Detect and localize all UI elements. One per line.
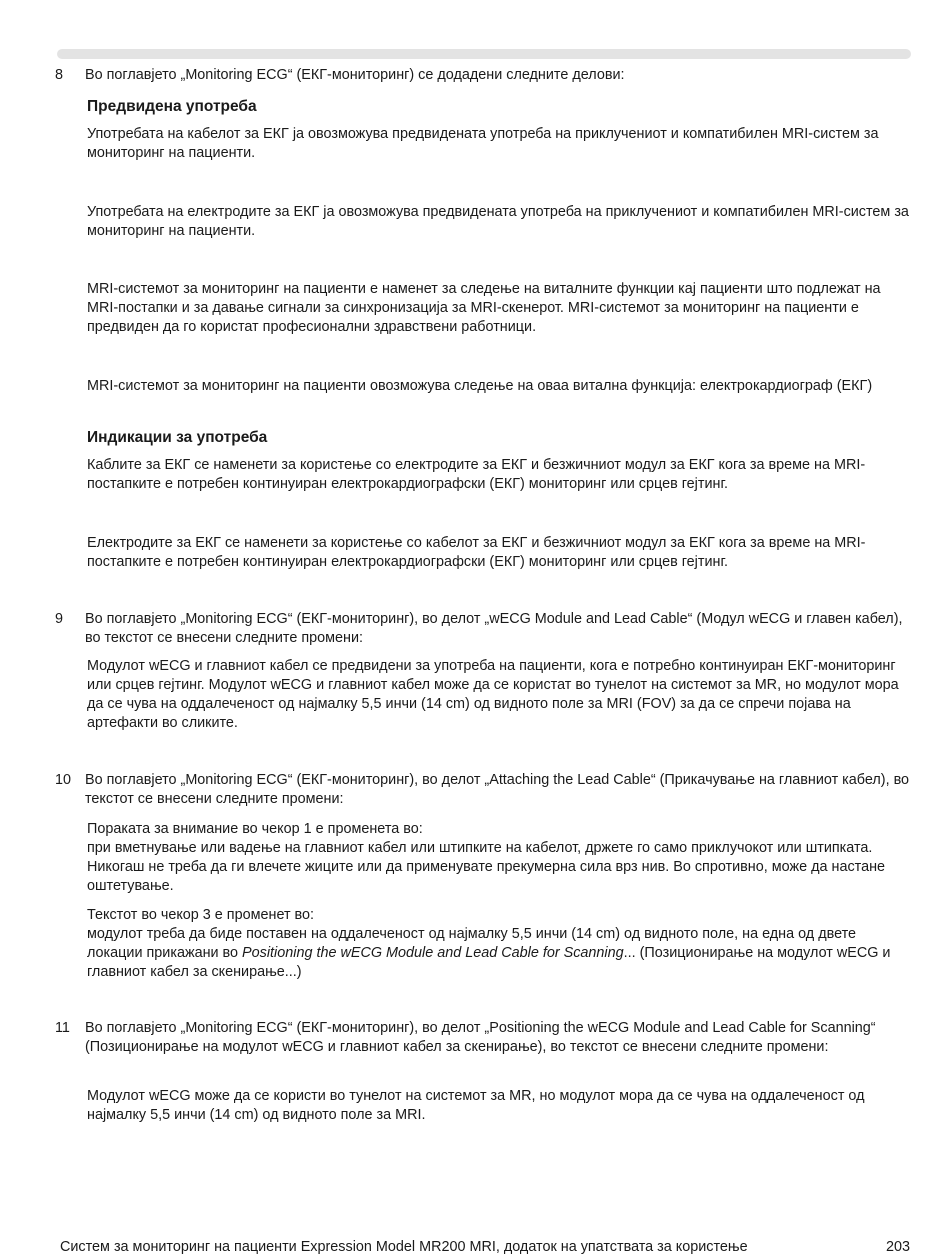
item-intro: Во поглавјето „Monitoring ECG“ (ЕКГ-мониторинг), во делот „Attaching the Lead Cable“ (Прикачување на главниот кабел), во текстот се внесени следните промени: [85, 772, 910, 807]
change-body: при вметнување или вадење на главниот кабел или штипките на кабелот, држете го само приклучокот или штипката. Никогаш не треба да ги влечете жиците или да применувате прекумерна сила врз нив. Во спротивно, може да настане оштетување. [87, 840, 886, 894]
reference-title: Positioning the wECG Module and Lead Cable for Scanning [242, 945, 624, 961]
heading-indications: Индикации за употреба [87, 429, 268, 446]
change-label: Текстот во чекор 3 е променет во: [87, 907, 315, 923]
change-body [87, 925, 911, 982]
change-body-text: модулот треба да биде поставен на оддалеченост од најмалку 5,5 инчи (14 cm) од видното поле, на една од двете локации прикажани во [87, 926, 857, 961]
paragraph: Модулот wECG може да се користи во тунелот на системот за MR, но модулот мора да се чува на оддалеченост од најмалку 5,5 инчи (14 cm) од видното поле за MRI. [87, 1088, 865, 1123]
change-block-step3 [87, 906, 911, 982]
item-number: 10 [55, 772, 72, 788]
item-number: 8 [55, 67, 64, 83]
item-intro: Во поглавјето „Monitoring ECG“ (ЕКГ-мониторинг), во делот „Positioning the wECG Module and Lead Cable for Scanning“ (Позиционирање на модулот wECG и главниот кабел за скенирање), во текстот се внесени следните промени: [85, 1020, 876, 1055]
change-label: Пораката за внимание во чекор 1 е променета во: [87, 821, 423, 837]
paragraph: Употребата на електродите за ЕКГ ја овозможува предвидената употреба на приклучениот и компатибилен MRI-систем за мониторинг на пациенти. [87, 204, 909, 239]
paragraph: Каблите за ЕКГ се наменети за користење со електродите за ЕКГ и безжичниот модул за ЕКГ кога за време на MRI-постапките е потребен континуиран електрокардиографски (ЕКГ) мониторинг или срцев гејтинг. [87, 457, 866, 492]
list-item-10 [55, 771, 915, 809]
paragraph: MRI-системот за мониторинг на пациенти е наменет за следење на виталните функции кај пациенти што подлежат на MRI-постапки и за давање сигнали за синхронизација за MRI-скенерот. MRI-системот за мониторинг на пациенти е предвиден да го користат професионални здравствени работници. [87, 281, 881, 335]
item-intro: Во поглавјето „Monitoring ECG“ (ЕКГ-мониторинг), во делот „wECG Module and Lead Cable“ (Модул wECG и главен кабел), во текстот се внесени следните промени: [85, 611, 903, 646]
page-footer [60, 1238, 910, 1257]
list-item-11 [55, 1019, 915, 1057]
paragraph: Модулот wECG и главниот кабел се предвидени за употреба на пациенти, кога е потребно континуиран ЕКГ-мониторинг или срцев гејтинг. Модулот wECG и главниот кабел може да се користат во тунелот на системот за MR, но модулот мора да се чува на оддалеченост од најмалку 5,5 инчи (14 cm) од видното поле за MRI (FOV) за да се спречи појава на артефакти во сликите. [87, 658, 899, 731]
footer-title: Систем за мониторинг на пациенти Expression Model MR200 MRI, додаток на упатствата за користење [60, 1239, 748, 1255]
heading-intended-use: Предвидена употреба [87, 98, 257, 115]
page-number: 203 [885, 1239, 910, 1255]
change-block-step1 [87, 820, 911, 896]
item-number: 9 [55, 611, 64, 627]
list-item-9 [55, 610, 915, 648]
list-item-8 [55, 66, 915, 85]
item-intro: Во поглавјето „Monitoring ECG“ (ЕКГ-мониторинг) се додадени следните делови: [85, 67, 625, 83]
change-body-text: ... (Позиционирање на модулот wECG и главниот кабел за скенирање...) [87, 945, 891, 980]
item-number: 11 [55, 1020, 70, 1036]
paragraph: MRI-системот за мониторинг на пациенти овозможува следење на оваа витална функција: електрокардиограф (ЕКГ) [87, 378, 873, 394]
paragraph: Употребата на кабелот за ЕКГ ја овозможува предвидената употреба на приклучениот и компатибилен MRI-систем за мониторинг на пациенти. [87, 126, 879, 161]
paragraph: Електродите за ЕКГ се наменети за користење со кабелот за ЕКГ и безжичниот модул за ЕКГ кога за време на MRI-постапките е потребен континуиран електрокардиографски (ЕКГ) мониторинг или срцев гејтинг. [87, 535, 866, 570]
header-bar [57, 49, 911, 59]
